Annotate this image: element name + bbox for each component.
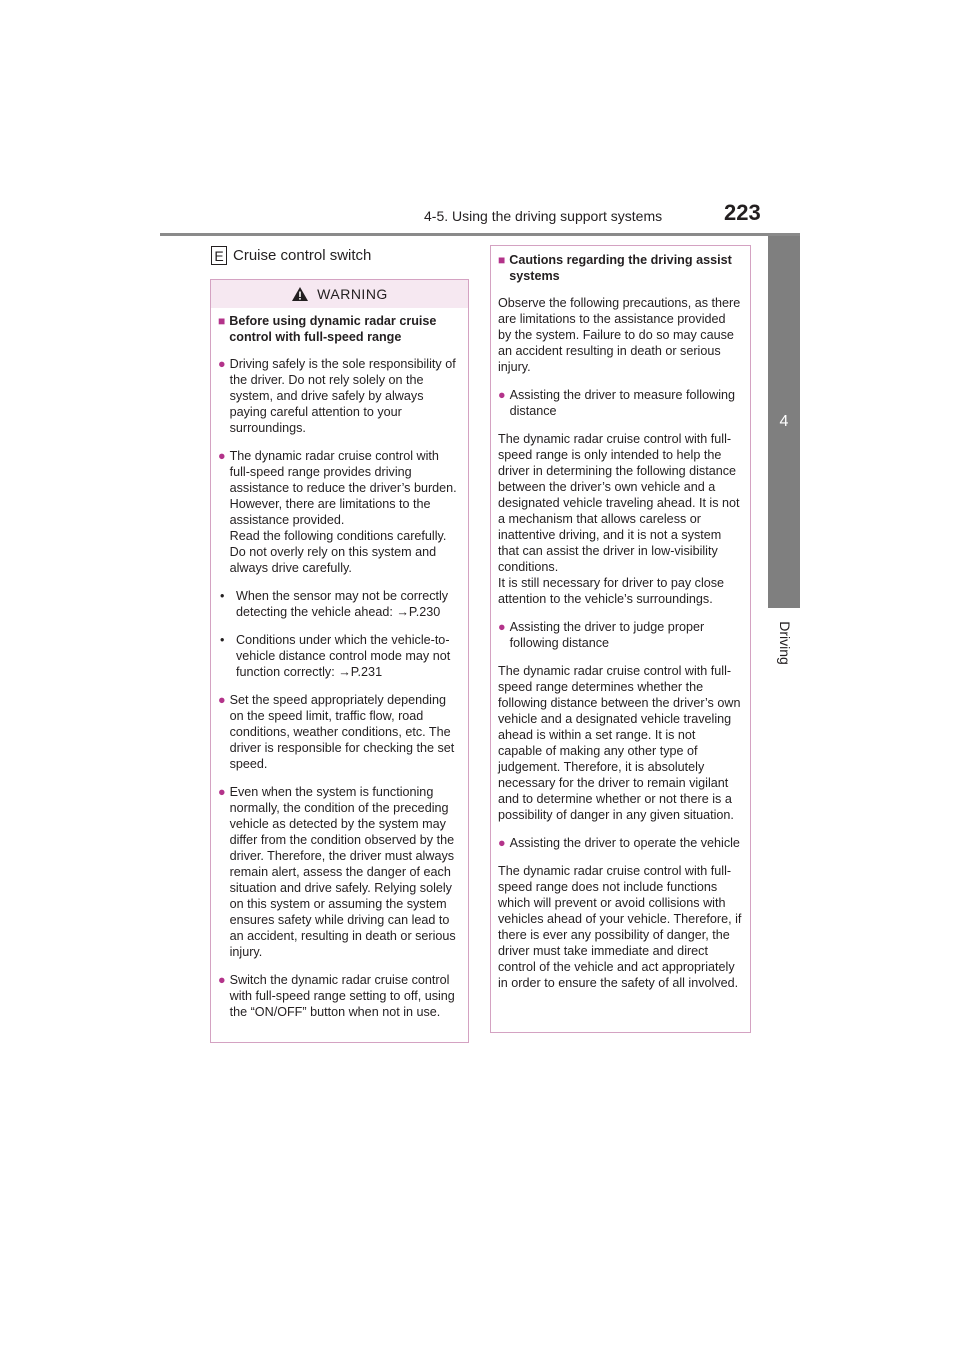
warning-bullet-text: Switch the dynamic radar cruise control with full-speed range setting to off, using the “ON/OFF” button when not in use. — [229, 973, 455, 1019]
warning-sub-bullet — [218, 632, 460, 680]
dot-bullet-icon: ● — [498, 836, 506, 850]
caution-item-body: The dynamic radar cruise control with full-speed range determines whether the following distance between the driver’s own vehicle and a designated vehicle traveling ahead is within a set range. It is not capable of making any other type of judgement. Therefore, it is absolutely necessary for the driver to remain vigilant and to determine whether or not there is a possibility of danger in any given situation. — [498, 664, 741, 822]
item-label-box: E — [211, 246, 227, 265]
dot-bullet-icon: ● — [498, 388, 506, 402]
warning-header — [211, 280, 468, 308]
caution-item-body: The dynamic radar cruise control with full-speed range does not include functions which will prevent or avoid collisions with vehicles ahead of your vehicle. Therefore, if there is ever any possibility of danger, the driver must take immediate and direct control of the vehicle and act appropriately in order to ensure the safety of all involved. — [498, 864, 742, 990]
caution-heading-text: Cautions regarding the driving assist systems — [509, 253, 732, 283]
caution-item-title — [498, 835, 742, 851]
page-number: 223 — [724, 200, 761, 225]
warning-content — [211, 308, 468, 1020]
warning-bullet-text: Even when the system is functioning normally, the condition of the preceding vehicle as detected by the system may differ from the condition observed by the driver. Therefore, the driver must always remain alert, assess the danger of each situation and drive safely. Relying solely on this system or assuming the system ensures safety while driving can lead to an accident, resulting in death or serious injury. — [229, 785, 456, 959]
warning-bullet-text: Driving safely is the sole responsibility of the driver. Do not rely solely on the system, and drive safely by always paying careful attention to your surroundings. — [229, 357, 456, 435]
square-bullet-icon: ■ — [498, 253, 506, 267]
chapter-label-text: Driving — [777, 621, 794, 665]
caution-item-title-text: Assisting the driver to judge proper following distance — [509, 620, 705, 650]
header-rule — [160, 233, 800, 236]
chapter-label — [770, 608, 800, 678]
caution-box — [490, 245, 751, 1033]
section-title: 4-5. Using the driving support systems — [424, 208, 663, 224]
dot-bullet-icon: ● — [498, 620, 506, 634]
item-label-text: Cruise control switch — [233, 247, 372, 264]
warning-bullet-text: Set the speed appropriately depending on the speed limit, traffic flow, road conditions, weather conditions, etc. The driver is responsible for checking the set speed. — [229, 693, 455, 771]
warning-box — [210, 279, 469, 1043]
caution-content — [491, 246, 750, 991]
caution-intro: Observe the following precautions, as there are limitations to the assistance provided by the system. Failure to do so may cause an accident resulting in death or serious injury. — [498, 296, 741, 374]
caution-item-title-text: Assisting the driver to operate the vehicle — [509, 836, 740, 850]
caution-item-title — [498, 387, 742, 419]
warning-bullet — [218, 356, 460, 436]
chapter-number: 4 — [779, 413, 789, 430]
dot-bullet-icon: ● — [218, 449, 226, 463]
dot-bullet-icon: ● — [218, 785, 226, 799]
dot-bullet-icon: ● — [218, 693, 226, 707]
warning-bullet — [218, 692, 460, 772]
warning-bullet — [218, 448, 460, 576]
warning-heading — [218, 313, 460, 345]
sub-bullet-icon: • — [220, 589, 225, 603]
warning-sub-bullet-text: Conditions under which the vehicle-to-vehicle distance control mode may not function correctly: →P.231 — [236, 633, 451, 679]
square-bullet-icon: ■ — [218, 314, 226, 328]
chapter-tab — [768, 236, 800, 608]
warning-triangle-icon — [291, 286, 309, 302]
caution-item-title-text: Assisting the driver to measure following distance — [509, 388, 735, 418]
warning-heading-text: Before using dynamic radar cruise control with full-speed range — [229, 314, 437, 344]
sub-bullet-icon: • — [220, 633, 225, 647]
caution-item-title — [498, 619, 742, 651]
caution-item-body: The dynamic radar cruise control with full-speed range is only intended to help the driver in determining the following distance between the driver’s own vehicle and a designated vehicle traveling ahead. It is not a mechanism that allows careless or inattentive driving, and it is not a system that can assist the driver in low-visibility conditions. It is still necessary for driver to pay close attention to the vehicle’s surroundings. — [498, 432, 740, 606]
warning-sub-bullet-text: When the sensor may not be correctly detecting the vehicle ahead: →P.230 — [236, 589, 449, 619]
dot-bullet-icon: ● — [218, 973, 226, 987]
dot-bullet-icon: ● — [218, 357, 226, 371]
warning-title: WARNING — [317, 286, 388, 302]
warning-bullet — [218, 784, 460, 960]
warning-bullet — [218, 972, 460, 1020]
item-label-row — [211, 246, 371, 265]
warning-bullet-text: The dynamic radar cruise control with full-speed range provides driving assistance to reduce the driver’s burden. However, there are limitations to the assistance provided. Read the following conditions carefully. Do not overly rely on this system and always drive carefully. — [229, 449, 457, 575]
caution-heading — [498, 252, 742, 284]
warning-sub-bullet — [218, 588, 460, 620]
